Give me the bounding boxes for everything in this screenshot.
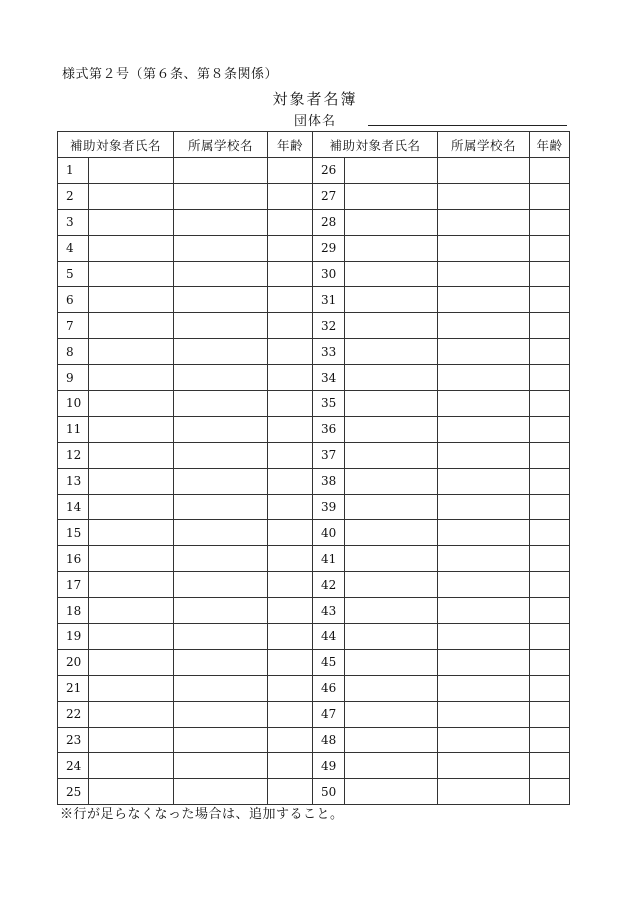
school-cell-left[interactable] [174,753,268,779]
age-cell-right[interactable] [530,261,570,287]
name-cell-right[interactable] [345,701,438,727]
row-number-left: 3 [58,209,89,235]
name-cell-right[interactable] [345,753,438,779]
school-cell-right[interactable] [438,313,530,339]
age-cell-left[interactable] [268,624,313,650]
age-cell-left[interactable] [268,365,313,391]
row-number-right: 45 [313,649,345,675]
row-number-left: 6 [58,287,89,313]
school-cell-right[interactable] [438,339,530,365]
row-number-right: 27 [313,183,345,209]
table-row [58,624,570,650]
name-cell-right[interactable] [345,468,438,494]
name-cell-left[interactable] [89,753,174,779]
name-cell-right[interactable] [345,339,438,365]
organization-label: 団体名 [294,114,337,129]
roster-body [58,158,570,805]
age-cell-left[interactable] [268,753,313,779]
row-number-left: 7 [58,313,89,339]
name-cell-left[interactable] [89,235,174,261]
age-cell-left[interactable] [268,572,313,598]
school-cell-left[interactable] [174,675,268,701]
age-cell-right[interactable] [530,287,570,313]
school-cell-right[interactable] [438,442,530,468]
school-cell-right[interactable] [438,468,530,494]
age-cell-right[interactable] [530,209,570,235]
row-number-right: 40 [313,520,345,546]
row-number-right: 50 [313,779,345,805]
row-number-left: 19 [58,624,89,650]
age-cell-right[interactable] [530,779,570,805]
school-cell-left[interactable] [174,158,268,184]
school-cell-left[interactable] [174,209,268,235]
age-cell-left[interactable] [268,158,313,184]
row-number-right: 42 [313,572,345,598]
name-cell-right[interactable] [345,624,438,650]
name-cell-right[interactable] [345,365,438,391]
table-row [58,572,570,598]
age-cell-left[interactable] [268,235,313,261]
school-cell-right[interactable] [438,572,530,598]
name-cell-right[interactable] [345,391,438,417]
row-number-right: 35 [313,391,345,417]
name-cell-right[interactable] [345,494,438,520]
form-code: 様式第２号（第６条、第８条関係） [62,67,279,82]
age-cell-right[interactable] [530,624,570,650]
row-number-right: 49 [313,753,345,779]
school-cell-left[interactable] [174,235,268,261]
row-number-left: 17 [58,572,89,598]
name-cell-right[interactable] [345,520,438,546]
table-row [58,261,570,287]
table-row [58,779,570,805]
school-cell-right[interactable] [438,235,530,261]
header-right-name: 補助対象者氏名 [313,132,438,158]
age-cell-right[interactable] [530,494,570,520]
school-cell-left[interactable] [174,313,268,339]
school-cell-left[interactable] [174,546,268,572]
row-number-left: 16 [58,546,89,572]
name-cell-right[interactable] [345,261,438,287]
name-cell-left[interactable] [89,624,174,650]
name-cell-right[interactable] [345,572,438,598]
age-cell-right[interactable] [530,649,570,675]
school-cell-right[interactable] [438,624,530,650]
organization-name-field[interactable] [368,125,567,126]
name-cell-left[interactable] [89,339,174,365]
age-cell-left[interactable] [268,313,313,339]
row-number-right: 47 [313,701,345,727]
age-cell-left[interactable] [268,598,313,624]
age-cell-right[interactable] [530,675,570,701]
row-number-right: 26 [313,158,345,184]
school-cell-left[interactable] [174,339,268,365]
age-cell-left[interactable] [268,416,313,442]
school-cell-right[interactable] [438,675,530,701]
name-cell-left[interactable] [89,727,174,753]
age-cell-right[interactable] [530,235,570,261]
name-cell-right[interactable] [345,649,438,675]
age-cell-left[interactable] [268,261,313,287]
school-cell-left[interactable] [174,365,268,391]
name-cell-left[interactable] [89,520,174,546]
age-cell-right[interactable] [530,520,570,546]
table-row [58,649,570,675]
row-number-left: 24 [58,753,89,779]
age-cell-right[interactable] [530,391,570,417]
age-cell-right[interactable] [530,753,570,779]
school-cell-left[interactable] [174,442,268,468]
row-number-right: 38 [313,468,345,494]
table-row [58,209,570,235]
table-row [58,468,570,494]
row-number-right: 36 [313,416,345,442]
row-number-left: 18 [58,598,89,624]
table-row [58,701,570,727]
school-cell-right[interactable] [438,416,530,442]
age-cell-left[interactable] [268,520,313,546]
row-number-right: 46 [313,675,345,701]
row-number-left: 21 [58,675,89,701]
row-number-right: 28 [313,209,345,235]
name-cell-right[interactable] [345,442,438,468]
row-number-right: 48 [313,727,345,753]
age-cell-left[interactable] [268,183,313,209]
name-cell-left[interactable] [89,287,174,313]
row-number-right: 34 [313,365,345,391]
name-cell-right[interactable] [345,183,438,209]
age-cell-left[interactable] [268,779,313,805]
age-cell-right[interactable] [530,416,570,442]
age-cell-right[interactable] [530,365,570,391]
name-cell-left[interactable] [89,675,174,701]
row-number-right: 30 [313,261,345,287]
school-cell-left[interactable] [174,649,268,675]
school-cell-left[interactable] [174,494,268,520]
row-number-right: 33 [313,339,345,365]
row-number-left: 15 [58,520,89,546]
row-number-right: 29 [313,235,345,261]
table-row [58,494,570,520]
row-number-left: 4 [58,235,89,261]
header-left-school: 所属学校名 [174,132,268,158]
row-number-right: 39 [313,494,345,520]
name-cell-left[interactable] [89,598,174,624]
name-cell-left[interactable] [89,546,174,572]
table-row [58,727,570,753]
row-number-left: 10 [58,391,89,417]
row-number-left: 11 [58,416,89,442]
school-cell-right[interactable] [438,701,530,727]
table-row [58,313,570,339]
age-cell-left[interactable] [268,442,313,468]
name-cell-left[interactable] [89,209,174,235]
school-cell-left[interactable] [174,701,268,727]
school-cell-right[interactable] [438,779,530,805]
age-cell-right[interactable] [530,546,570,572]
name-cell-right[interactable] [345,675,438,701]
table-row [58,391,570,417]
row-number-left: 20 [58,649,89,675]
age-cell-right[interactable] [530,598,570,624]
header-left-name: 補助対象者氏名 [58,132,174,158]
row-number-left: 12 [58,442,89,468]
name-cell-left[interactable] [89,391,174,417]
table-row [58,287,570,313]
school-cell-right[interactable] [438,494,530,520]
row-number-right: 41 [313,546,345,572]
table-row [58,339,570,365]
table-row [58,365,570,391]
school-cell-right[interactable] [438,391,530,417]
row-number-left: 5 [58,261,89,287]
school-cell-right[interactable] [438,209,530,235]
name-cell-left[interactable] [89,442,174,468]
footnote: ※行が足らなくなった場合は、追加すること。 [60,807,344,822]
age-cell-right[interactable] [530,727,570,753]
row-number-left: 1 [58,158,89,184]
school-cell-right[interactable] [438,183,530,209]
age-cell-left[interactable] [268,391,313,417]
age-cell-left[interactable] [268,649,313,675]
age-cell-left[interactable] [268,339,313,365]
school-cell-left[interactable] [174,261,268,287]
table-row [58,442,570,468]
row-number-left: 23 [58,727,89,753]
age-cell-right[interactable] [530,442,570,468]
age-cell-right[interactable] [530,158,570,184]
name-cell-left[interactable] [89,416,174,442]
name-cell-right[interactable] [345,209,438,235]
name-cell-right[interactable] [345,779,438,805]
name-cell-left[interactable] [89,261,174,287]
table-row [58,235,570,261]
header-left-age: 年齢 [268,132,313,158]
school-cell-left[interactable] [174,727,268,753]
age-cell-left[interactable] [268,468,313,494]
document-title: 対象者名簿 [272,90,358,108]
school-cell-left[interactable] [174,598,268,624]
row-number-right: 43 [313,598,345,624]
school-cell-right[interactable] [438,649,530,675]
table-row [58,520,570,546]
age-cell-right[interactable] [530,468,570,494]
school-cell-right[interactable] [438,727,530,753]
school-cell-right[interactable] [438,753,530,779]
school-cell-left[interactable] [174,416,268,442]
table-row [58,546,570,572]
row-number-right: 37 [313,442,345,468]
name-cell-right[interactable] [345,598,438,624]
name-cell-right[interactable] [345,313,438,339]
row-number-right: 32 [313,313,345,339]
row-number-left: 14 [58,494,89,520]
name-cell-left[interactable] [89,313,174,339]
table-row [58,158,570,184]
row-number-left: 25 [58,779,89,805]
age-cell-left[interactable] [268,546,313,572]
school-cell-left[interactable] [174,779,268,805]
school-cell-left[interactable] [174,183,268,209]
school-cell-right[interactable] [438,365,530,391]
name-cell-left[interactable] [89,649,174,675]
age-cell-right[interactable] [530,339,570,365]
school-cell-left[interactable] [174,287,268,313]
name-cell-left[interactable] [89,494,174,520]
name-cell-left[interactable] [89,183,174,209]
school-cell-left[interactable] [174,624,268,650]
name-cell-left[interactable] [89,468,174,494]
name-cell-right[interactable] [345,158,438,184]
name-cell-right[interactable] [345,727,438,753]
table-row [58,675,570,701]
table-row [58,416,570,442]
school-cell-left[interactable] [174,572,268,598]
age-cell-left[interactable] [268,494,313,520]
school-cell-left[interactable] [174,468,268,494]
school-cell-right[interactable] [438,546,530,572]
age-cell-left[interactable] [268,727,313,753]
row-number-right: 44 [313,624,345,650]
table-row [58,753,570,779]
school-cell-left[interactable] [174,391,268,417]
age-cell-left[interactable] [268,675,313,701]
table-row [58,183,570,209]
header-right-school: 所属学校名 [438,132,530,158]
name-cell-left[interactable] [89,572,174,598]
age-cell-right[interactable] [530,701,570,727]
school-cell-right[interactable] [438,520,530,546]
header-right-age: 年齢 [530,132,570,158]
name-cell-left[interactable] [89,158,174,184]
row-number-left: 8 [58,339,89,365]
age-cell-left[interactable] [268,287,313,313]
name-cell-right[interactable] [345,546,438,572]
age-cell-right[interactable] [530,313,570,339]
school-cell-right[interactable] [438,158,530,184]
age-cell-left[interactable] [268,701,313,727]
roster-table [57,131,570,805]
name-cell-left[interactable] [89,365,174,391]
age-cell-left[interactable] [268,209,313,235]
age-cell-right[interactable] [530,572,570,598]
school-cell-right[interactable] [438,598,530,624]
name-cell-right[interactable] [345,235,438,261]
table-row [58,598,570,624]
row-number-right: 31 [313,287,345,313]
name-cell-left[interactable] [89,779,174,805]
age-cell-right[interactable] [530,183,570,209]
row-number-left: 9 [58,365,89,391]
header-row [58,132,570,158]
school-cell-left[interactable] [174,520,268,546]
school-cell-right[interactable] [438,287,530,313]
row-number-left: 22 [58,701,89,727]
name-cell-right[interactable] [345,416,438,442]
row-number-left: 13 [58,468,89,494]
school-cell-right[interactable] [438,261,530,287]
name-cell-right[interactable] [345,287,438,313]
name-cell-left[interactable] [89,701,174,727]
organization-row [294,110,567,128]
row-number-left: 2 [58,183,89,209]
